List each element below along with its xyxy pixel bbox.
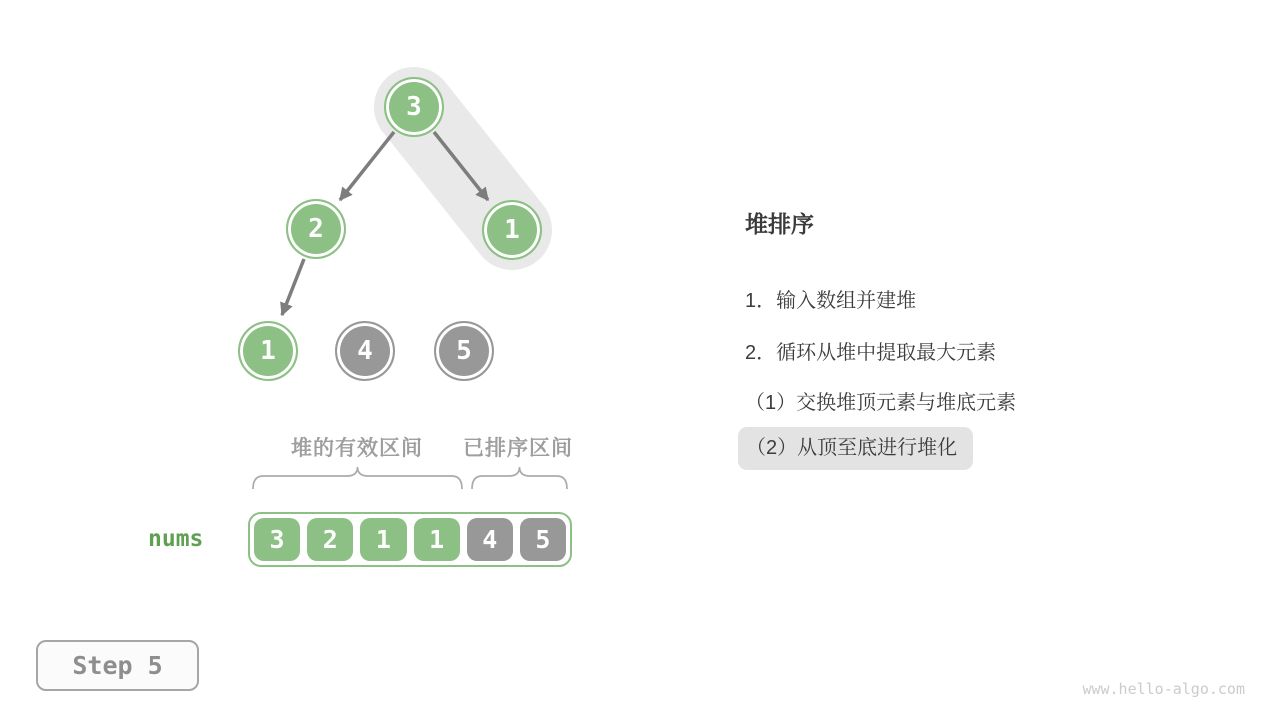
sorted-range-brace-icon [472, 467, 567, 489]
edge-root-left-icon [340, 132, 394, 200]
array-cell: 1 [360, 518, 406, 561]
tree-node-leaf-1: 1 [238, 321, 298, 381]
algorithm-step-2: 2．循环从堆中提取最大元素 [745, 342, 997, 364]
sorted-range-label: 已排序区间 [463, 437, 573, 460]
page-title: 堆排序 [745, 211, 814, 237]
algorithm-step-1: 1．输入数组并建堆 [745, 290, 917, 312]
tree-node-root: 3 [384, 77, 444, 137]
algorithm-substep-2-highlighted: （2）从顶至底进行堆化 [738, 427, 973, 470]
array-cell: 4 [467, 518, 513, 561]
array-cell: 3 [254, 518, 300, 561]
array-name-label: nums [148, 526, 204, 552]
tree-node-sorted-4: 4 [335, 321, 395, 381]
tree-node-left: 2 [286, 199, 346, 259]
step-badge: Step 5 [36, 640, 199, 691]
heap-range-brace-icon [253, 467, 462, 489]
edge-left-child-icon [282, 259, 304, 315]
tree-node-sorted-5: 5 [434, 321, 494, 381]
array-cell: 2 [307, 518, 353, 561]
tree-node-right: 1 [482, 200, 542, 260]
array-cell: 5 [520, 518, 566, 561]
nums-array [248, 512, 572, 567]
algorithm-substep-1: （1）交换堆顶元素与堆底元素 [745, 392, 1017, 414]
heap-range-label: 堆的有效区间 [291, 437, 423, 460]
array-cell: 1 [414, 518, 460, 561]
watermark: www.hello-algo.com [1082, 680, 1245, 698]
